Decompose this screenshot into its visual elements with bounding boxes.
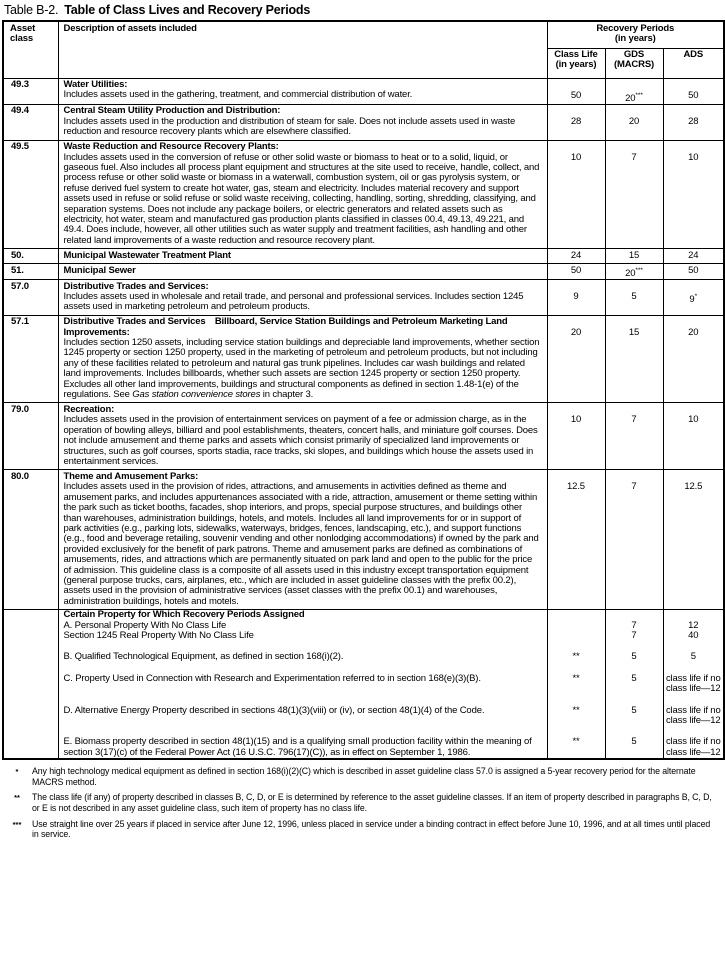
- ads-value: 20: [663, 315, 724, 403]
- asset-heading: Theme and Amusement Parks:: [63, 470, 199, 482]
- asset-class-cell: 80.0: [3, 470, 58, 610]
- class-life-value: [547, 631, 605, 641]
- description-cell: [58, 104, 547, 140]
- footnote: [2, 819, 718, 840]
- ads-value: [663, 280, 724, 316]
- asset-class-cell: 79.0: [3, 403, 58, 470]
- gds-value: 7: [605, 631, 663, 641]
- ads-value: 24: [663, 249, 724, 264]
- asset-description: Includes assets used in the production and distribution of steam for sale. Does not include assets used in waste reduction and resource recovery plants which are elsewhere classified.: [63, 115, 516, 138]
- class-life-value: **: [547, 737, 605, 759]
- certain-property-item: A. Personal Property With No Class Life: [58, 621, 547, 631]
- gds-value: 7: [605, 470, 663, 610]
- class-life-value: 20: [547, 315, 605, 403]
- footnote-marker: *: [15, 767, 19, 777]
- class-lives-table: [2, 20, 725, 760]
- asset-description: [64, 338, 541, 400]
- asset-heading: Municipal Wastewater Treatment Plant: [63, 249, 231, 261]
- class-life-value: [547, 621, 605, 631]
- asset-description: Includes assets used in the provision of entertainment services on payment of a fee or admission charge, as in the operation of bowling alleys, billiard and pool establishments, theaters, concert halls, and miniature golf courses. Does not include amusement and theme parks and assets which consist primarily of specialized land improvements or structures, such as golf courses, sports stadia, race tracks, ski slopes, and buildings which house the assets used in entertainment services.: [63, 414, 538, 467]
- spacer: [605, 695, 663, 706]
- ads-value: 40: [663, 631, 724, 641]
- certain-property-item-row: [3, 706, 724, 727]
- class-life-value: 9: [547, 280, 605, 316]
- description-cell: [58, 78, 547, 104]
- table-row: [3, 104, 724, 140]
- gds-value: 5: [605, 280, 663, 316]
- ads-value: 50: [663, 78, 724, 104]
- certain-property-heading-cell: [58, 610, 547, 621]
- footnotes-section: [2, 760, 724, 840]
- certain-property-item: C. Property Used in Connection with Research and Experimentation referred to in section 168(e)(3)(B).: [58, 674, 547, 695]
- asset-class-cell: 49.4: [3, 104, 58, 140]
- description-text: in chapter 3.: [260, 389, 314, 401]
- class-life-value: [547, 610, 605, 621]
- column-header-class-life: [547, 48, 605, 78]
- asset-class-cell: 49.5: [3, 140, 58, 249]
- asset-class-cell: 57.0: [3, 280, 58, 316]
- certain-property-item-row: [3, 652, 724, 662]
- class-life-sublabel: (in years): [555, 58, 597, 70]
- gds-value: [605, 610, 663, 621]
- class-life-value: **: [547, 706, 605, 727]
- column-header-description: Description of assets included: [58, 21, 547, 78]
- asset-description: Includes assets used in the provision of rides, attractions, and amusements in activities defined as theme and amusement parks, and includes appurtenances associated with a ride, attraction, amusement or theme setting within the park such as ticket booths, facades, shop interiors, and props, special purpose structures, and buildings other than warehouses, administration buildings, hotels, and motels. Includes all land improvements for or in support of park activities (e.g., parking lots, sidewalks, waterways, bridges, fences, landscaping, etc.), and support functions (e.g., food and beverage retailing, souvenir vending and other nonlodging accommodations) if owned by the park and provided exclusively for the benefit of park patrons. Theme and amusement parks are defined as combinations of amusements, rides, and attractions which are permanently situated on park land and open to the public for the price of admission. This guideline class is a composite of all assets used in this industry except transportation equipment (general purpose trucks, cars, airplanes, etc., which are included in asset guideline classes with the prefix 00.2), assets used in the provision of administrative services (asset classes with the prefix 00.1) and warehouses, administration buildings, hotels and motels.: [63, 481, 539, 607]
- table-row: [3, 315, 724, 403]
- ads-value: class life if no class life—12: [663, 674, 724, 695]
- table-row: [3, 264, 724, 280]
- footnote: [2, 766, 718, 787]
- ads-value: class life if no class life—12: [663, 737, 724, 759]
- footnote-text: The class life (if any) of property described in classes B, C, D, or E is determined by reference to the asset guideline classes. If an item of property described in paragraphs B, C, D, or E is not described in any asset guideline class, such item of property has no class life.: [32, 792, 712, 814]
- ads-value: 5: [663, 652, 724, 662]
- gds-value: 7: [605, 621, 663, 631]
- description-cell: [58, 280, 547, 316]
- description-cell: [58, 249, 547, 264]
- certain-property-item-row: [3, 631, 724, 641]
- description-text: Includes section 1250 assets, including service station buildings and depreciable land improvements, whether section 1245 property or section 1250 property, used in the marketing of petroleum and petroleum products, but not including any of these facilities related to petroleum and natural gas trunk pipelines. Includes car wash buildings and related land improvements. Includes billboards, whether such assets are section 1245 property or section 1250 property. Excludes all other land improvements, buildings and structural components as defined in section 1.48-1(e) of the regulations. See: [63, 337, 540, 401]
- footnote-marker: *: [694, 293, 698, 300]
- gds-sublabel: (MACRS): [613, 58, 655, 70]
- gds-value: 7: [605, 140, 663, 249]
- column-header-recovery-periods: [547, 21, 724, 48]
- class-life-label: Class Life: [554, 48, 598, 60]
- ads-value: [663, 610, 724, 621]
- certain-property-item: D. Alternative Energy Property described in sections 48(1)(3)(viii) or (iv), or section 48(1)(4) of the Code.: [58, 706, 547, 727]
- asset-description: Includes assets used in the conversion of refuse or other solid waste or biomass to heat or to a solid, liquid, or gaseous fuel. Also includes all process plant equipment and structures at the site used to receive, handle, collect, and process refuse or other solid waste or biomass in a waterwall, combustion system, oil or gas pyrolysis system, or refuse derived fuel system to create hot water, gas, steam and electricity. Includes material recovery and support assets used in refuse or solid refuse or solid waste receiving, collecting, handling, sorting, shredding, classifying, and separation systems. Does not include any package boilers, or electric generators and related assets such as electricity, hot water, steam and manufactured gas production plants classified in classes 00.4, 49.13, 49.221, and 49.4. Does include, however, all other utilities such as water supply and treatment facilities, ash handling and other related land improvements of a waste reduction and resource recovery plant.: [63, 151, 540, 246]
- asset-heading: Central Steam Utility Production and Distribution:: [63, 105, 281, 117]
- class-life-value: 50: [547, 78, 605, 104]
- gds-label: GDS: [623, 48, 645, 60]
- gds-value: [605, 264, 663, 280]
- gds-value: 5: [605, 706, 663, 727]
- asset-description: Includes assets used in the gathering, treatment, and commercial distribution of water.: [63, 89, 413, 101]
- table-row: [3, 403, 724, 470]
- certain-property-item-row: [3, 674, 724, 695]
- table-number-label: Table B-2.: [4, 3, 59, 17]
- footnote-text: Any high technology medical equipment as defined in section 168(i)(2)(C) which is described in asset guideline class 57.0 is assigned a 5-year recovery period for the alternate MACRS method.: [32, 766, 696, 787]
- gds-value: [605, 78, 663, 104]
- ads-value: 12.5: [663, 470, 724, 610]
- description-cell: [58, 315, 547, 403]
- description-cell: [58, 140, 547, 249]
- column-header-gds: [605, 48, 663, 78]
- ads-value: 50: [663, 264, 724, 280]
- footnote: [2, 792, 718, 813]
- gds-value: 5: [605, 737, 663, 759]
- footnote-marker: **: [14, 793, 20, 803]
- gds-value: 7: [605, 403, 663, 470]
- header-row-1: [3, 21, 724, 48]
- certain-property-heading: Certain Property for Which Recovery Periods Assigned: [63, 609, 305, 621]
- class-life-value: 28: [547, 104, 605, 140]
- gds-value: 15: [605, 249, 663, 264]
- description-cell: [58, 470, 547, 610]
- class-life-value: 50: [547, 264, 605, 280]
- certain-property-item-row: [3, 737, 724, 759]
- gds-value: 15: [605, 315, 663, 403]
- gds-value: 5: [605, 674, 663, 695]
- table-title-text: Table of Class Lives and Recovery Periods: [64, 3, 311, 17]
- footnote-marker: ***: [12, 819, 22, 829]
- description-italic-text: Gas station convenience stores: [132, 389, 261, 401]
- spacer: [547, 695, 605, 706]
- table-row: [3, 280, 724, 316]
- class-life-value: **: [547, 652, 605, 662]
- asset-class-cell: 51.: [3, 264, 58, 280]
- gds-number: 20: [625, 92, 636, 104]
- asset-heading: Distributive Trades and Services Billboard, Service Station Buildings and Petroleum Marketing Land Improvements:: [63, 316, 511, 338]
- class-life-value: 12.5: [547, 470, 605, 610]
- table-row: [3, 140, 724, 249]
- column-header-asset-class: Asset class: [3, 21, 58, 78]
- recovery-periods-label: Recovery Periods: [596, 23, 675, 34]
- footnote-marker: ***: [635, 266, 643, 274]
- ads-value: 10: [663, 140, 724, 249]
- recovery-periods-sublabel: (in years): [614, 33, 656, 45]
- asset-class-cell: 57.1: [3, 315, 58, 403]
- description-cell: [58, 264, 547, 280]
- table-title: [2, 2, 724, 20]
- gds-value: 5: [605, 652, 663, 662]
- asset-heading: Recreation:: [63, 403, 115, 415]
- class-life-value: **: [547, 674, 605, 695]
- gds-value: 20: [605, 104, 663, 140]
- asset-heading: Water Utilities:: [63, 79, 128, 90]
- certain-property-item: Section 1245 Real Property With No Class Life: [58, 631, 547, 641]
- certain-property-heading-row: [3, 610, 724, 621]
- spacer: [58, 695, 547, 706]
- asset-class-cell: 49.3: [3, 78, 58, 104]
- footnote-text: Use straight line over 25 years if placed in service after June 12, 1996, unless placed in service under a binding contract in effect before June 10, 1996, and at all times until placed in service.: [32, 818, 711, 840]
- table-row: [3, 249, 724, 264]
- footnote-marker: ***: [635, 91, 643, 99]
- asset-heading: Waste Reduction and Resource Recovery Plants:: [63, 141, 279, 153]
- ads-number: 9: [689, 294, 695, 305]
- ads-label: ADS: [683, 48, 704, 60]
- class-life-value: 24: [547, 249, 605, 264]
- certain-property-item: E. Biomass property described in section 48(1)(15) and is a qualifying small production facility within the meaning of section 3(17)(c) of the Federal Power Act (16 U.S.C. 796(17)(C)), as in effect on September 1, 1986.: [58, 737, 547, 759]
- gds-number: 20: [625, 267, 636, 279]
- spacer-row: [3, 695, 724, 706]
- ads-value: 28: [663, 104, 724, 140]
- spacer: [663, 695, 724, 706]
- asset-description: Includes assets used in wholesale and retail trade, and personal and professional services. Includes section 1245 assets used in marketing petroleum and petroleum products.: [63, 290, 524, 313]
- asset-class-cell-empty: [3, 610, 58, 760]
- ads-value: 12: [663, 621, 724, 631]
- ads-value: 10: [663, 403, 724, 470]
- class-life-value: 10: [547, 140, 605, 249]
- table-row: [3, 78, 724, 104]
- asset-class-cell: 50.: [3, 249, 58, 264]
- certain-property-item: B. Qualified Technological Equipment, as defined in section 168(i)(2).: [58, 652, 547, 662]
- asset-heading: Municipal Sewer: [63, 264, 136, 276]
- description-cell: [58, 403, 547, 470]
- class-life-value: 10: [547, 403, 605, 470]
- column-header-ads: [663, 48, 724, 78]
- table-row: [3, 470, 724, 610]
- asset-heading: Distributive Trades and Services:: [63, 280, 209, 292]
- ads-value: class life if no class life—12: [663, 706, 724, 727]
